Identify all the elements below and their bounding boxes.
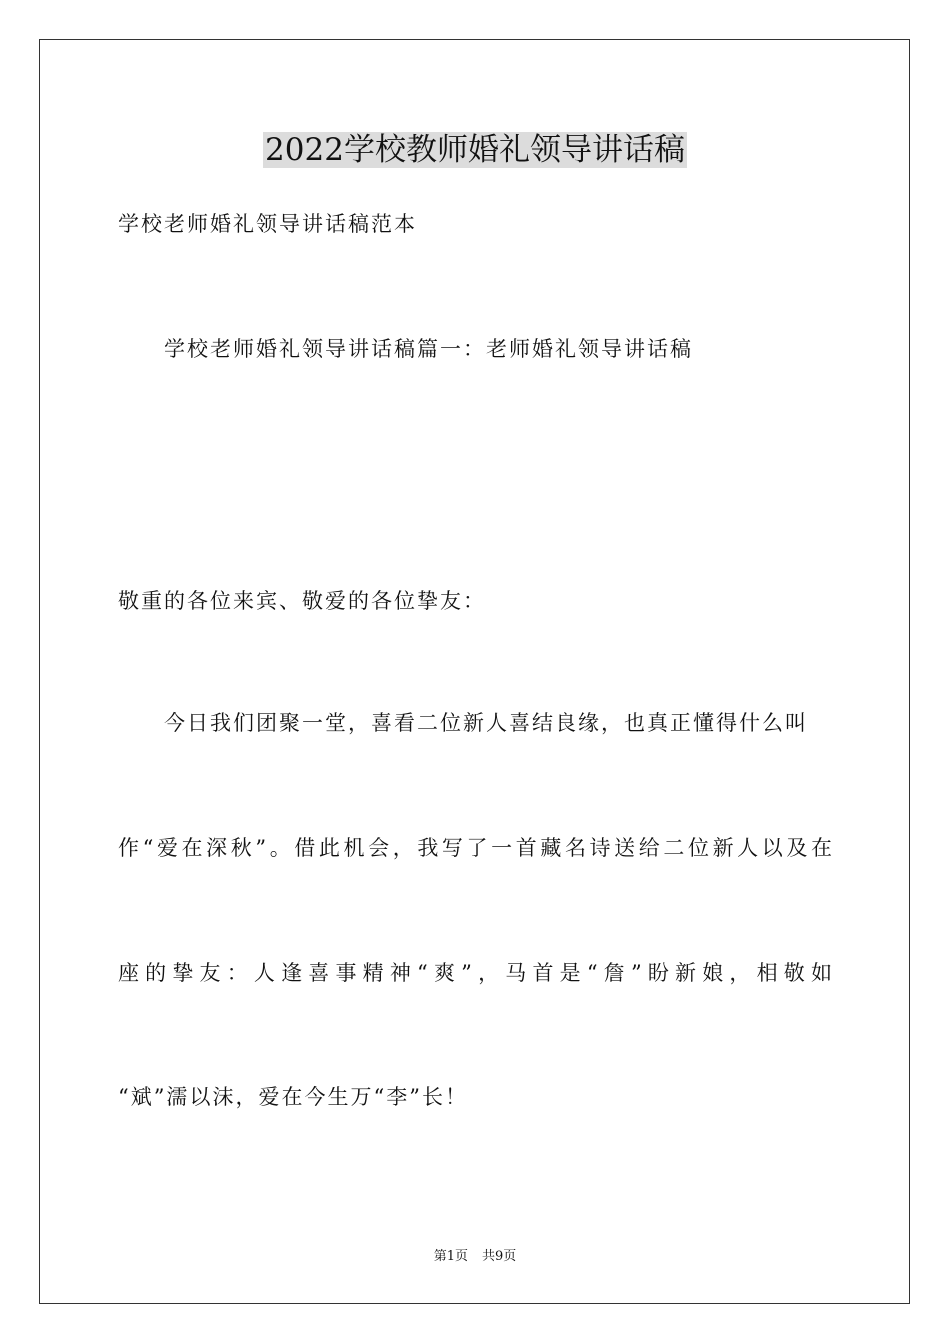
greeting-line: 敬重的各位来宾、敬爱的各位挚友：: [118, 589, 486, 613]
section-heading: 学校老师婚礼领导讲话稿篇一：老师婚礼领导讲话稿: [164, 337, 693, 361]
page-total: 共9页: [482, 1249, 517, 1264]
document-subtitle: 学校老师婚礼领导讲话稿范本: [118, 212, 417, 236]
document-title-text: 2022学校教师婚礼领导讲话稿: [265, 132, 685, 168]
document-title: [0, 128, 950, 172]
paragraph-line-3: 座的挚友：人逢喜事精神“爽”，马首是“詹”盼新娘，相敬如: [118, 961, 832, 985]
paragraph-line-2: 作“爱在深秋”。借此机会，我写了一首藏名诗送给二位新人以及在: [118, 836, 832, 860]
page-number: 第1页: [433, 1249, 468, 1264]
page-footer: [0, 1248, 950, 1266]
paragraph-line-1: 今日我们团聚一堂，喜看二位新人喜结良缘，也真正懂得什么叫: [164, 711, 808, 735]
paragraph-line-4: “斌”濡以沫，爱在今生万“李”长！: [118, 1085, 468, 1109]
